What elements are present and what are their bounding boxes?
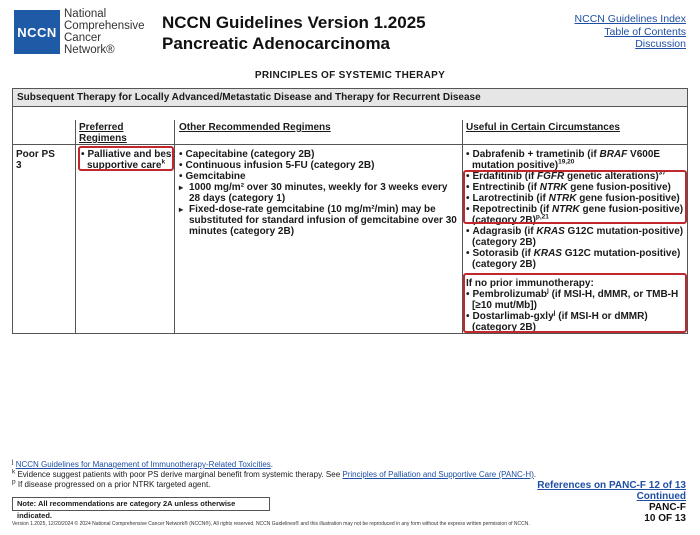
references-link[interactable]: References on PANC-F 12 of 13 [537,480,686,491]
footnote-j [12,460,536,470]
row-label-line: Poor PS [16,149,55,160]
footnote-ref: j [553,309,556,317]
regimen-sotorasib [466,248,688,259]
regimen-text: (category 2B) [472,322,536,333]
org-line: Cancer [64,32,102,44]
col-header-line: Preferred [79,122,124,133]
footnote-ref: j [546,287,549,295]
guideline-version: NCCN Guidelines Version 1.2025 [162,13,426,32]
nccn-logo: NCCN [14,10,60,54]
regimen-text: Entrectinib (if [472,182,540,193]
gene-name: KRAS [533,248,562,259]
top-nav-links [575,13,686,51]
regimen-text: genetic alterations) [564,171,659,182]
regimen-text: (category 2B) [472,215,536,226]
section-title: PRINCIPLES OF SYSTEMIC THERAPY [254,70,446,81]
col-header-line: Regimens [79,133,127,144]
footnote-text: If disease progressed on a prior NTRK targeted agent. [15,480,211,489]
preferred-text: supportive care [87,160,162,171]
regimen-text: (category 2B) [472,237,536,248]
highlight-box-immunotherapy [463,273,687,333]
regimen-text: gene fusion-positive) [567,182,671,193]
table-heading: Subsequent Therapy for Locally Advanced/Metastatic Disease and Therapy for Recurrent Disease [13,89,687,107]
org-line: Comprehensive [64,20,145,32]
gene-name: NTRK [551,204,580,215]
footnote-text: . [270,460,273,469]
footnotes [12,460,536,490]
page-header [0,0,700,62]
footnote-ref: k [161,158,166,166]
regimen-text: G12C mutation-positive) [564,226,684,237]
highlight-box-targeted [463,170,687,224]
dose-text: Fixed-dose-rate gemcitabine (10 mg/m²/min) may be [189,204,436,215]
dose-text: 1000 mg/m² over 30 minutes, weekly for 3 weeks every [189,182,448,193]
footnote-mark: j [12,458,14,466]
regimen-text: mutation positive) [472,160,559,171]
org-line: National [64,8,107,20]
dose-text: 28 days (category 1) [189,193,286,204]
col-header-other: Other Recommended Regimens [179,122,331,133]
col-header-preferred [79,122,127,144]
row-label-poor-ps [16,149,74,171]
regimen-text: Dostarlimab-gxly [472,311,554,322]
regimen-text: Pembrolizumab [472,289,547,300]
page-navigation [537,480,686,524]
gemcitabine-dose-standard [179,182,461,193]
regimen-text: (if MSI-H or dMMR) [555,311,648,322]
gemcitabine-dose-fixed [179,204,461,215]
gene-name: BRAF [599,149,628,160]
page-code: PANC-F [648,502,686,513]
row-divider [12,144,688,145]
regimen-adagrasib [466,226,688,237]
regimen-text: Adagrasib (if [472,226,537,237]
regimen-capecitabine: • Capecitabine (category 2B) [179,149,461,160]
regimen-text: [≥10 mut/Mb]) [472,300,537,311]
footnote-ref: 19,20 [558,158,575,166]
footnote-text: Evidence suggest patients with poor PS derive marginal benefit from systemic therapy. See [15,470,343,479]
regimen-text: gene fusion-positive) [576,193,680,204]
palliation-care-link[interactable]: Principles of Palliation and Supportive Care (PANC-H) [342,470,534,479]
page-title [162,12,426,54]
footnote-mark: k [12,468,16,476]
regimen-text: Erdafitinib (if [472,171,537,182]
regimen-text: V600E [627,149,661,160]
regimen-text: Repotrectinib (if [472,204,552,215]
org-line: Network® [64,44,115,56]
highlight-box-preferred [78,146,174,171]
footnote-text: . [533,470,537,479]
gene-name: NTRK [539,182,568,193]
dose-text: minutes (category 2B) [189,226,295,237]
regimen-text: Sotorasib (if [472,248,534,259]
no-prior-immunotherapy-label: If no prior immunotherapy: [466,278,594,289]
regimen-text: Dabrafenib + trametinib (if [472,149,600,160]
footnote-p [12,480,536,490]
copyright-notice: Version 1.2025, 12/20/2024 © 2024 National Comprehensive Cancer Network® (NCCN®), All rights reserved. NCCN Guidelines® and this illustration may not be reproduced in any form without the express written permission of NCCN. [12,521,530,527]
guidelines-index-link[interactable]: NCCN Guidelines Index [574,13,686,25]
dose-text: substituted for standard infusion of gemcitabine over 30 [189,215,457,226]
footnote-mark: p [12,478,16,486]
regimen-5fu: • Continuous infusion 5-FU (category 2B) [179,160,461,171]
regimen-text: (if MSI-H, dMMR, or TMB-H [548,289,679,300]
col-header-useful: Useful in Certain Circumstances [466,122,620,133]
category-note: Note: All recommendations are category 2A unless otherwise indicated. [12,497,270,511]
footnote-ref: p,21 [535,213,549,221]
footnote-ref: 37 [658,169,666,177]
preferred-text: Palliative and best [87,149,175,160]
row-label-line: 3 [16,160,22,171]
gene-name: KRAS [536,226,565,237]
gene-name: NTRK [548,193,577,204]
regimen-text: (category 2B) [472,259,536,270]
org-name [64,8,154,56]
regimen-text: gene fusion-positive) [579,204,684,215]
immunotherapy-toxicities-link[interactable]: NCCN Guidelines for Management of Immunotherapy-Related Toxicities [15,460,271,469]
discussion-link[interactable]: Discussion [635,38,686,50]
continued-link[interactable]: Continued [636,491,686,502]
regimen-gemcitabine: • Gemcitabine [179,171,461,182]
regimen-text: Larotrectinib (if [472,193,549,204]
table-of-contents-link[interactable]: Table of Contents [604,25,686,38]
column-divider [75,120,76,334]
gene-name: FGFR [536,171,565,182]
regimen-dabrafenib [466,149,688,160]
other-regimens [179,149,461,237]
regimen-text: G12C mutation-positive) [561,248,681,259]
page-number: 10 OF 13 [644,513,686,524]
footnote-k [12,470,536,480]
guideline-topic: Pancreatic Adenocarcinoma [162,34,391,53]
